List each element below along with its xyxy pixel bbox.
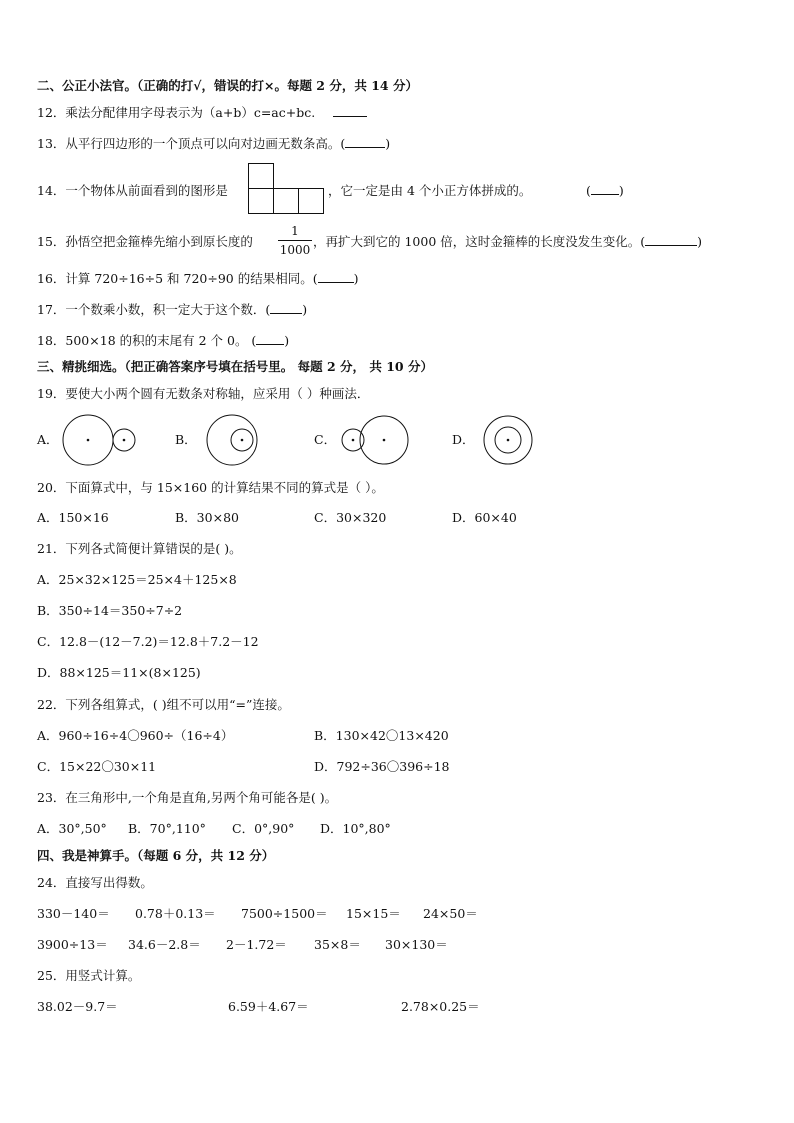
bracket-close: ) [697,234,703,249]
question-text: 下列各式简便计算错误的是( )。 [65,541,242,556]
question-19 [37,386,369,402]
question-text: 下面算式中，与 15×160 的计算结果不同的算式是（ ）。 [65,480,384,495]
answer-blank[interactable] [270,303,302,314]
calc-item: 2.78×0.25＝ [401,999,480,1014]
bracket-close: ) [284,333,290,348]
question-text: 孙悟空把金箍棒先缩小到原长度的 [65,234,253,249]
question-text: 乘法分配律用字母表示为（a+b）c=ac+bc. [65,105,316,120]
question-number: 17． [37,302,66,317]
option-d[interactable]: D．88×125＝11×(8×125) [37,665,201,680]
question-text: 计算 720÷16÷5 和 720÷90 的结果相同。( [65,271,318,286]
option-d-label[interactable]: D． [452,432,475,447]
question-number: 12． [37,105,66,120]
calc-item: 38.02－9.7＝ [37,999,118,1014]
section-heading-2: 二、公正小法官。（正确的打√，错误的打×。每题 2 分，共 14 分） [37,78,418,93]
question-number: 24． [37,875,66,890]
calc-item: 30×130＝ [385,937,448,952]
calc-item: 7500÷1500＝ [241,906,328,921]
question-25 [37,968,140,984]
question-number: 15． [37,234,66,249]
answer-blank[interactable] [645,235,697,246]
bracket-open: ( [586,183,591,198]
question-text: 在三角形中,一个角是直角,另两个角可能各是( )。 [65,790,338,805]
fraction-denominator: 1000 [279,243,311,257]
question-14 [37,183,228,199]
circle-diagram-b[interactable] [206,414,258,466]
question-18 [37,333,289,349]
answer-blank[interactable] [318,272,354,283]
question-number: 20． [37,480,66,495]
calc-item: 330－140＝ [37,906,110,921]
option-c[interactable]: C．30×320 [314,510,387,525]
fraction [278,224,312,257]
option-b-label[interactable]: B． [175,432,197,447]
question-text: 要使大小两个圆有无数条对称轴，应采用（ ）种画法． [65,386,370,401]
option-a-label[interactable]: A． [37,432,59,447]
question-number: 21． [37,541,66,556]
question-text: 用竖式计算。 [65,968,141,983]
question-text: 从平行四边形的一个顶点可以向对边画无数条高。( [65,136,346,151]
option-d[interactable]: D．792÷36〇396÷18 [314,759,450,774]
answer-blank[interactable] [591,184,619,195]
option-a[interactable]: A．30°,50° [37,821,107,836]
option-b[interactable]: B．70°,110° [128,821,206,836]
bracket-close: ) [353,271,359,286]
circle-diagram-d[interactable] [482,414,534,466]
question-22 [37,697,290,713]
circle-diagram-c[interactable] [342,414,412,466]
section-heading-3: 三、精挑细选。（把正确答案序号填在括号里。 每题 2 分， 共 10 分） [37,359,433,374]
bracket-close: ) [618,183,624,198]
fraction-bar [278,240,312,241]
question-number: 19． [37,386,66,401]
question-text: ，它一定是由 4 个小正方体拼成的。 [328,183,532,198]
question-21 [37,541,242,557]
answer-blank[interactable] [333,106,367,117]
option-b[interactable]: B．130×42〇13×420 [314,728,449,743]
circle-diagram-a[interactable] [62,414,138,466]
calc-item: 24×50＝ [423,906,478,921]
option-c[interactable]: C．12.8－(12－7.2)＝12.8＋7.2－12 [37,634,259,649]
calc-item: 3900÷13＝ [37,937,108,952]
question-14-answer [586,183,624,199]
question-15 [37,234,253,250]
question-number: 22． [37,697,66,712]
question-number: 13． [37,136,66,151]
question-16 [37,271,358,287]
option-a[interactable]: A．25×32×125＝25×4＋125×8 [37,572,237,587]
question-12 [37,105,367,121]
question-text: 500×18 的积的末尾有 2 个 0。 ( [65,333,257,348]
calc-item: 6.59＋4.67＝ [228,999,309,1014]
question-15-cont [313,234,702,250]
option-c[interactable]: C．15×22〇30×11 [37,759,157,774]
option-d[interactable]: D．10°,80° [320,821,391,836]
question-14-cont [328,183,531,199]
question-text: 一个物体从前面看到的图形是 [65,183,228,198]
option-b[interactable]: B．350÷14＝350÷7÷2 [37,603,183,618]
question-23 [37,790,337,806]
question-24 [37,875,153,891]
question-text: 下列各组算式，( )组不可以用“=”连接。 [65,697,290,712]
option-d[interactable]: D．60×40 [452,510,517,525]
bracket-close: ) [302,302,308,317]
option-c-label[interactable]: C． [314,432,337,447]
calc-item: 0.78＋0.13＝ [135,906,216,921]
option-c[interactable]: C．0°,90° [232,821,295,836]
question-13 [37,136,390,152]
fraction-numerator: 1 [291,224,299,238]
calc-item: 15×15＝ [346,906,401,921]
section-heading-4: 四、我是神算手。（每题 6 分，共 12 分） [37,848,275,863]
question-number: 14． [37,183,66,198]
calc-item: 35×8＝ [314,937,361,952]
calc-item: 2－1.72＝ [226,937,287,952]
question-text: ，再扩大到它的 1000 倍，这时金箍棒的长度没发生变化。( [313,234,646,249]
option-a[interactable]: A．960÷16÷4〇960÷（16÷4） [37,728,234,743]
option-b[interactable]: B．30×80 [175,510,239,525]
question-text: 直接写出得数。 [65,875,153,890]
front-view-figure [248,163,328,215]
bracket-close: ) [385,136,391,151]
question-17 [37,302,307,318]
question-number: 18． [37,333,66,348]
question-number: 25． [37,968,66,983]
option-a[interactable]: A．150×16 [37,510,109,525]
answer-blank[interactable] [345,137,385,148]
question-number: 16． [37,271,66,286]
answer-blank[interactable] [256,334,284,345]
calc-item: 34.6－2.8＝ [128,937,201,952]
question-text: 一个数乘小数，积一定大于这个数．( [65,302,271,317]
question-number: 23． [37,790,66,805]
question-20 [37,480,384,496]
